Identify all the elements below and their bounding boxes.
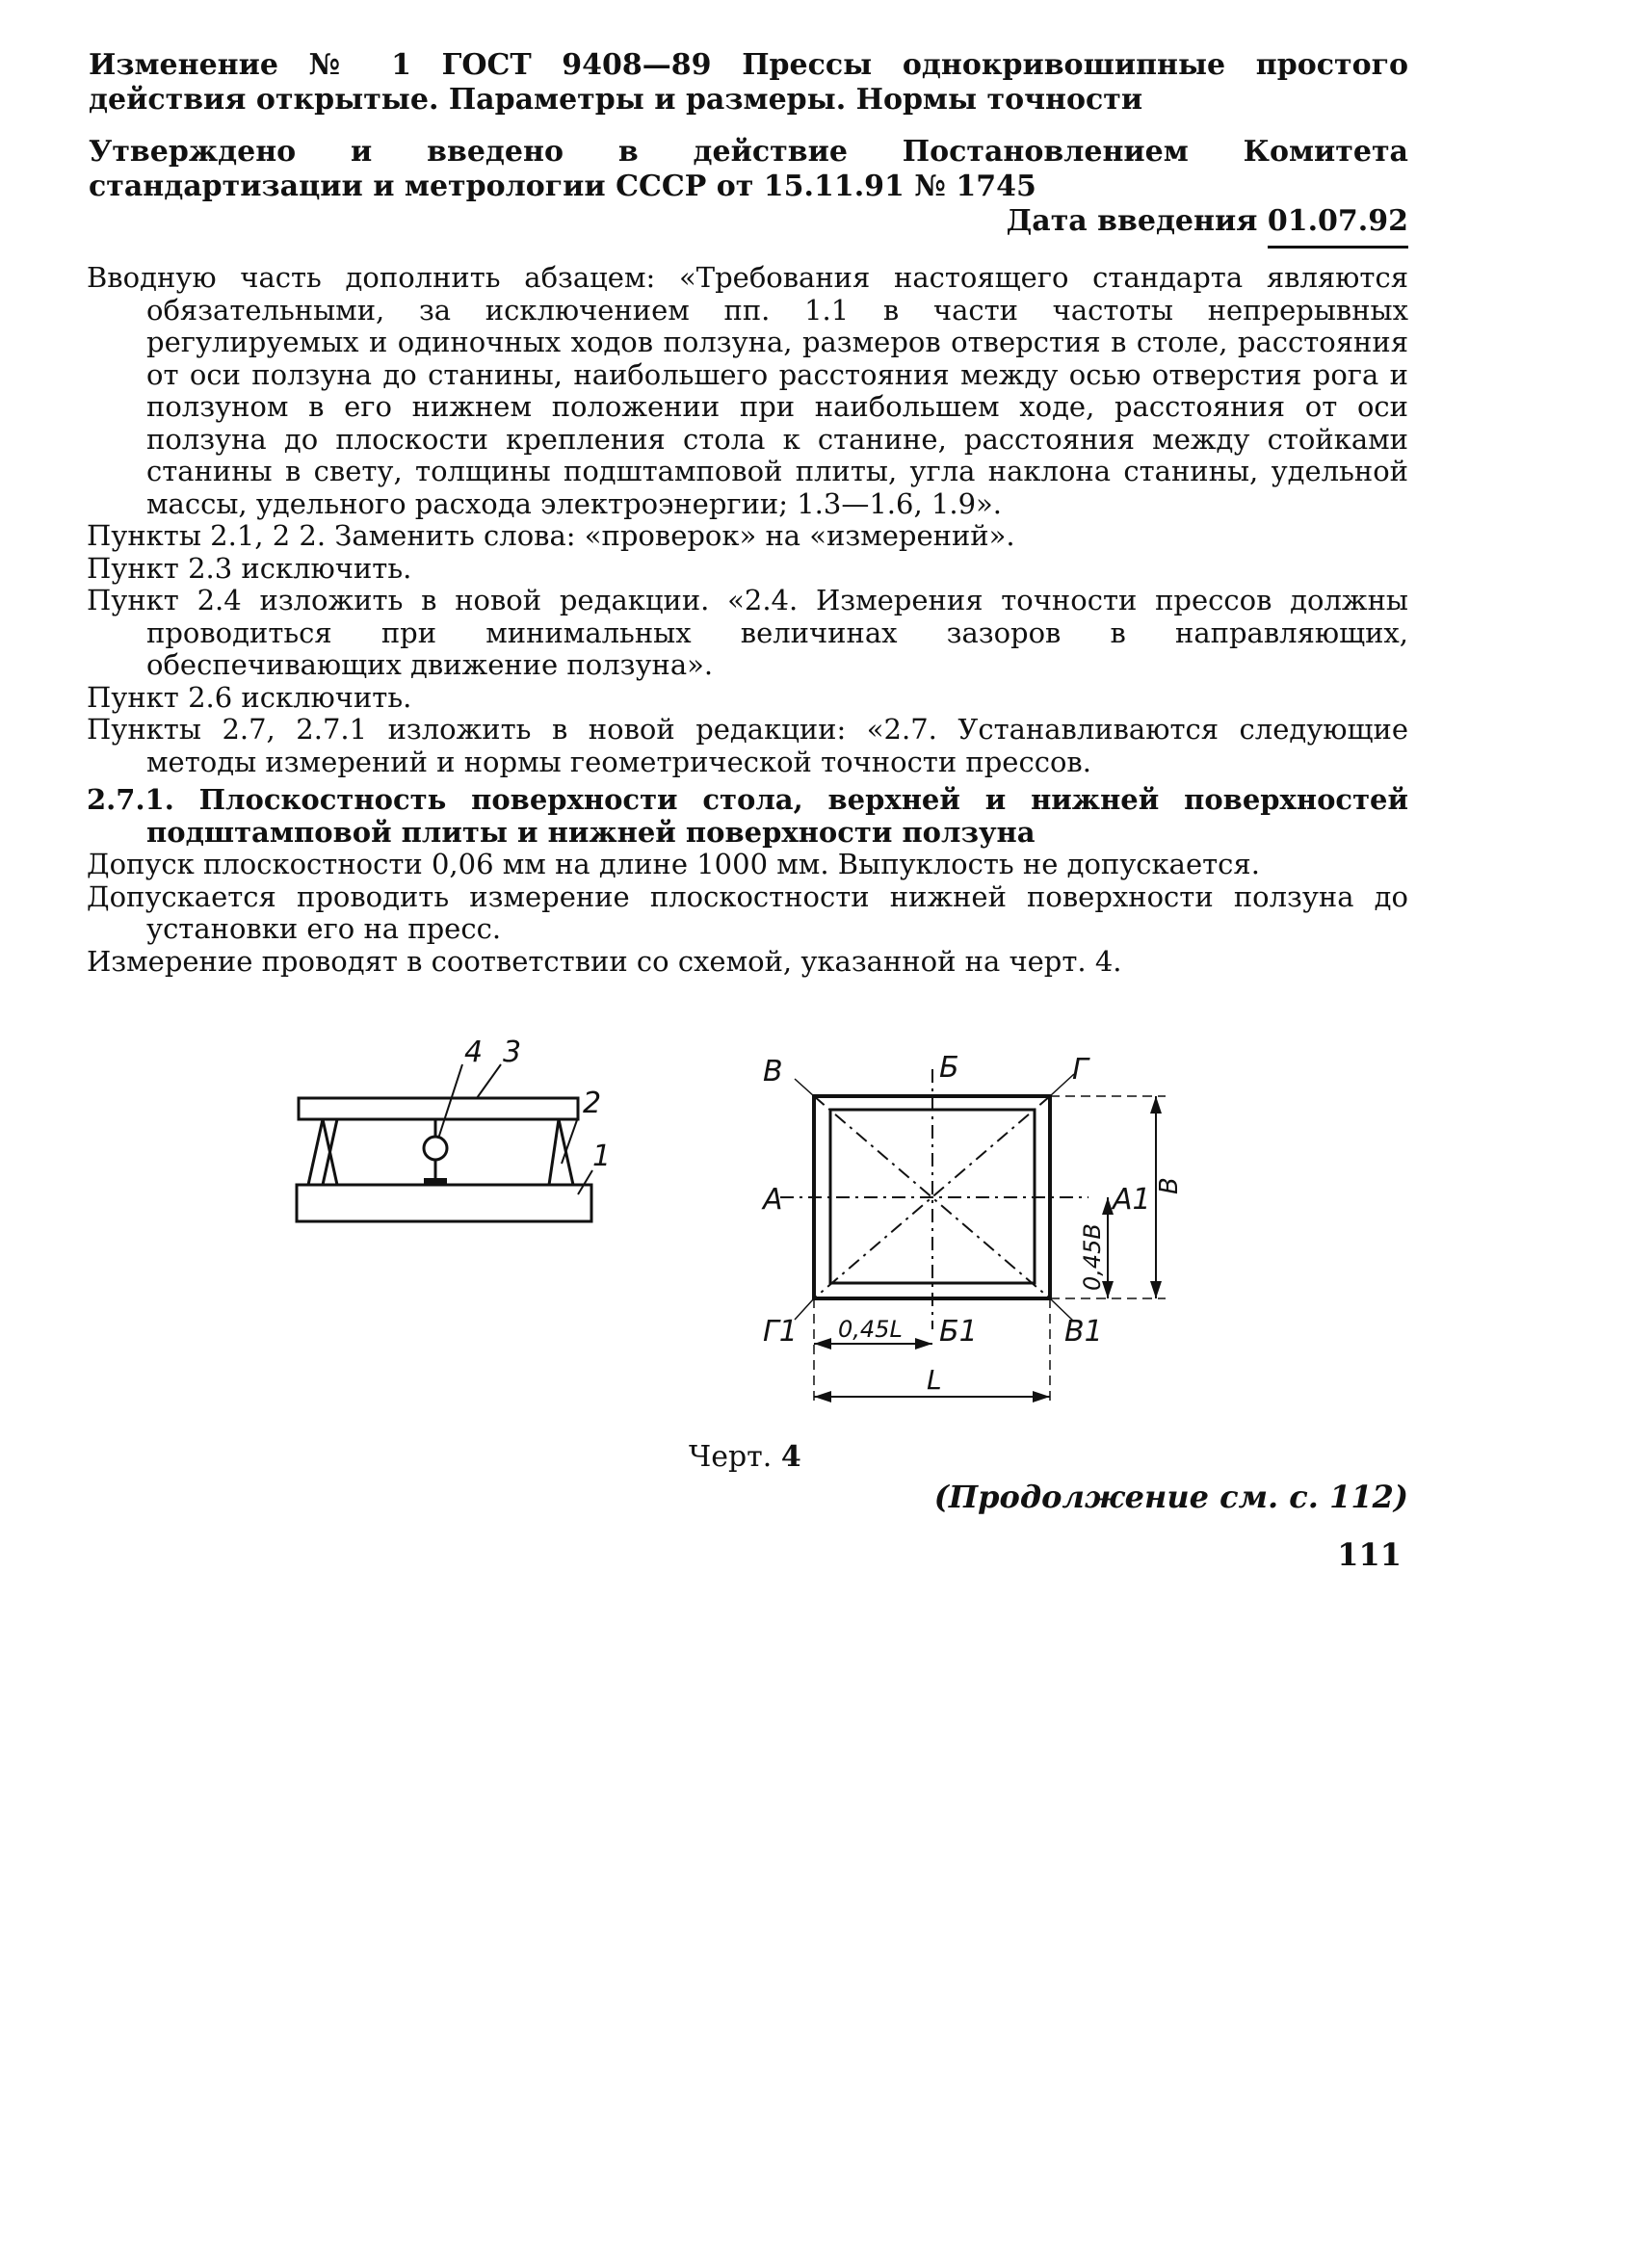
label-3: 3 [503,1035,522,1069]
label-v: В [763,1055,783,1088]
dim-045b: 0,45В [1079,1223,1106,1291]
dim-045l: 0,45L [838,1316,903,1343]
label-a1: А1 [1113,1183,1151,1217]
paragraph-2-7-1-heading: 2.7.1. Плоскостность поверхности стола, верхней и нижней поверхностей подштамповой плиты и нижней поверхности ползуна [87,783,1408,849]
label-g1: Г1 [763,1315,798,1349]
paragraph-2-4: Пункт 2.4 изложить в новой редакции. «2.4. Измерения точности прессов должны проводиться при минимальных величинах зазоров в направляющих, обеспечивающих движение ползуна». [87,584,1408,681]
right-support-shape [549,1119,573,1185]
paragraph-2-6: Пункт 2.6 исключить. [87,680,412,714]
label-2: 2 [583,1087,602,1120]
continued-note: (Продолжение см. с. 112) [933,1479,1408,1515]
approval-statement: Утверждено и введено в действие Постановлением Комитета стандартизации и метрологии СССР от 15.11.91 № 1745 [89,135,1408,203]
left-support-shape [308,1119,337,1185]
paragraph-allowed: Допускается проводить измерение плоскостности нижней поверхности ползуна до установки его на пресс. [87,879,1408,945]
document-title: Изменение № 1 ГОСТ 9408—89 Прессы однокривошипные простого действия открытые. Параметры и размеры. Нормы точности [89,48,1408,117]
label-b1: Б1 [939,1315,978,1349]
dim-l: L [927,1364,942,1396]
paragraph-intro: Вводную часть дополнить абзацем: «Требования настоящего стандарта являются обязательными, за исключением пп. 1.1 в части частоты непрерывных регулируемых и одиночных ходов ползуна, размеров отверстия в столе, расстояния от оси ползуна до станины, наибольшего расстояния между осью отверстия рога и ползуном в его нижнем положении при наибольшем ходе, расстояния от оси ползуна до плоскости крепления стола к станине, расстояния между стойками станины в свету, толщины подштамповой плиты, угла наклона станины, удельной массы, удельного расхода электроэнергии; 1.3—1.6, 1.9». [87,261,1408,520]
effective-date [1007,204,1408,249]
paragraph-2-1: Пункты 2.1, 2 2. Заменить слова: «проверок» на «измерений». [87,519,1015,552]
plan-view-drawing [742,1040,1194,1426]
page-number: 111 [1337,1536,1402,1573]
label-v1: В1 [1064,1315,1103,1349]
label-a: А [763,1183,783,1217]
dim-b: В [1155,1177,1184,1194]
indicator-shape [424,1137,447,1160]
amendment-body [87,261,1408,978]
table-shape [297,1185,591,1221]
label-b: Б [939,1051,959,1085]
straightedge-shape [299,1098,578,1119]
label-1: 1 [592,1140,612,1173]
measurement-setup-drawing [289,1035,612,1233]
caption-number: 4 [780,1440,801,1474]
paragraph-tolerance: Допуск плоскостности 0,06 мм на длине 1000 мм. Выпуклость не допускается. [87,848,1260,880]
date-label: Дата введения [1006,204,1258,238]
date-value: 01.07.92 [1268,204,1408,249]
paragraph-2-7: Пункты 2.7, 2.7.1 изложить в новой редакции: «2.7. Устанавливаются следующие методы измерений и нормы геометрической точности прессов. [87,713,1408,778]
caption-label: Черт. [689,1440,773,1474]
label-4: 4 [464,1035,484,1069]
paragraph-measurement: Измерение проводят в соответствии со схемой, указанной на черт. 4. [87,944,1122,978]
label-g: Г [1072,1053,1088,1087]
paragraph-2-3: Пункт 2.3 исключить. [87,551,412,585]
figure-caption [689,1440,801,1474]
